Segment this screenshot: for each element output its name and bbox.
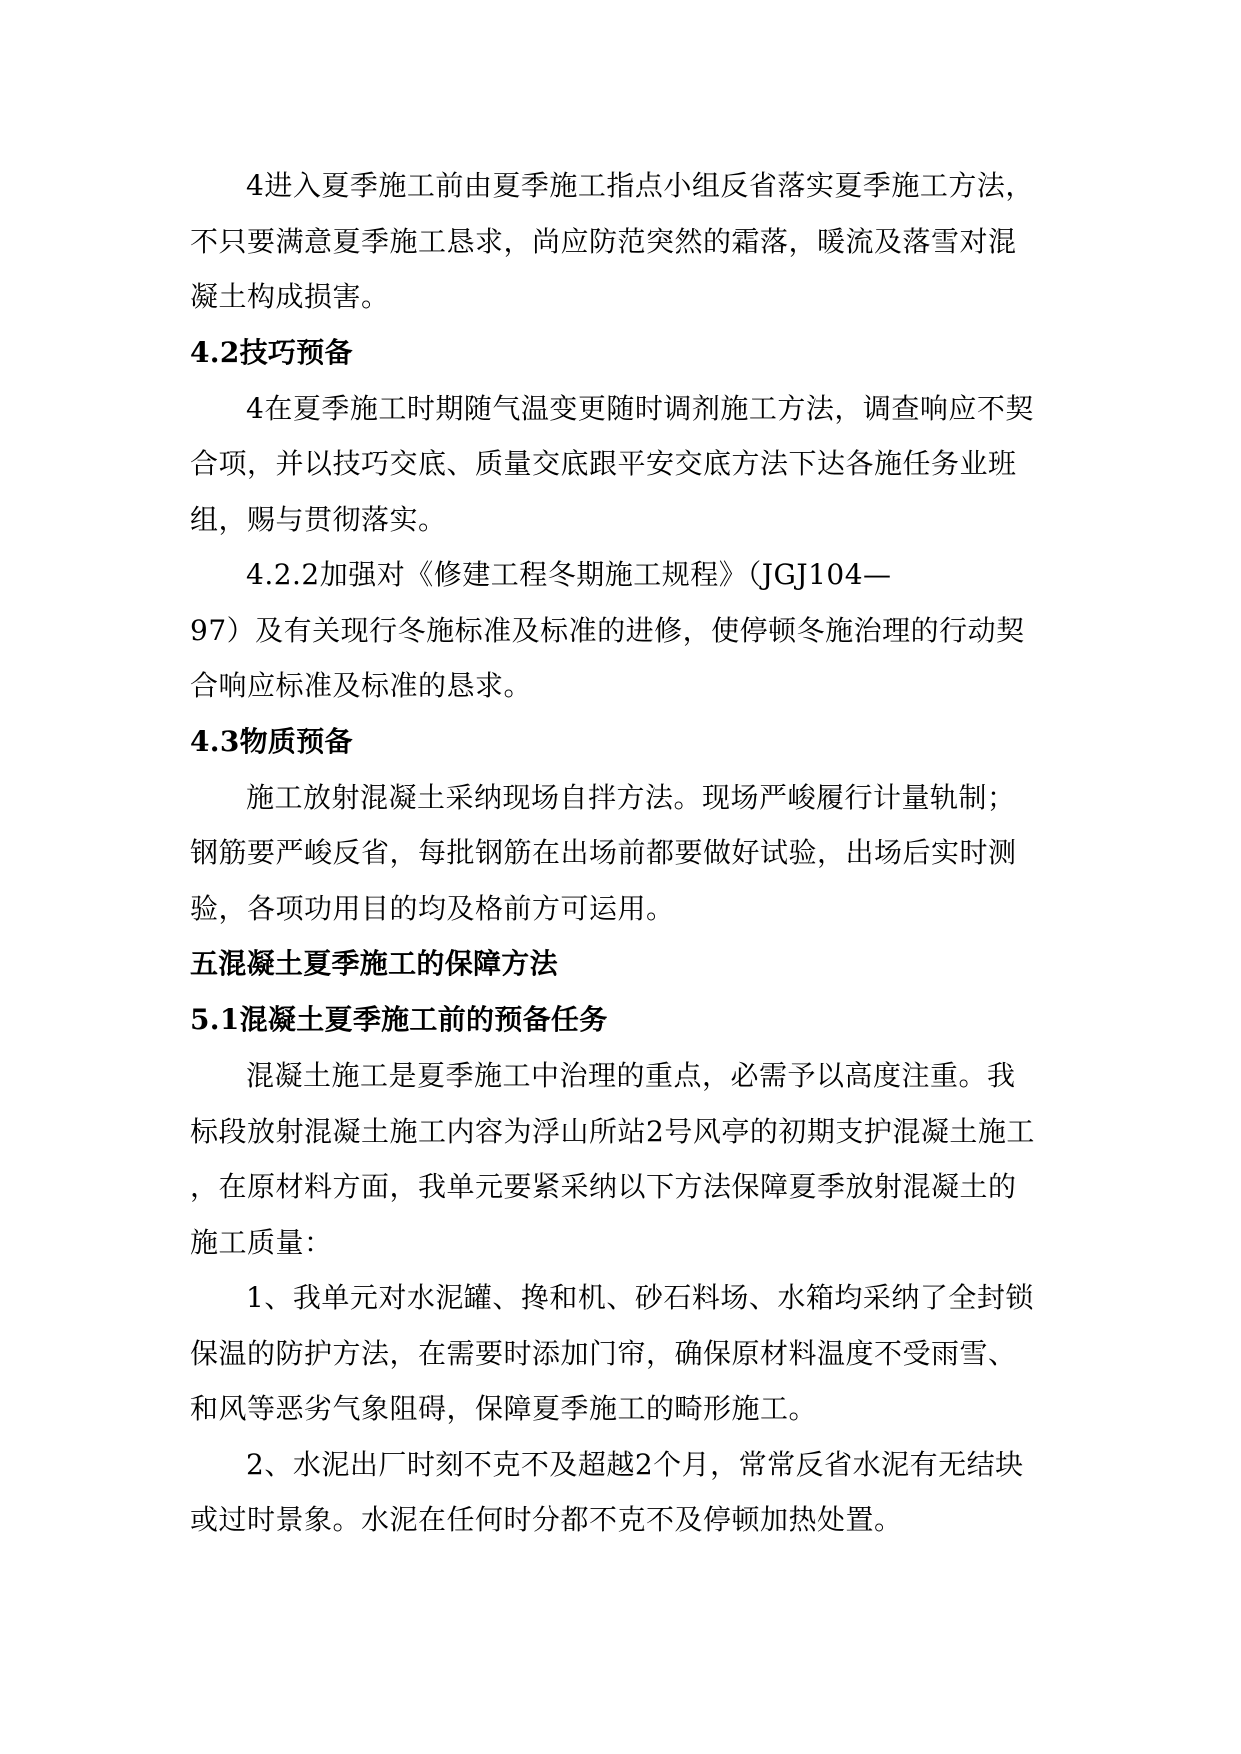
paragraph-line: 施工放射混凝土采纳现场自拌方法。现场严峻履行计量轨制； xyxy=(246,780,1016,814)
paragraph-line: 97）及有关现行冬施标准及标准的进修，使停顿冬施治理的行动契 xyxy=(190,613,1025,647)
paragraph-line: 保温的防护方法，在需要时添加门帘，确保原材料温度不受雨雪、 xyxy=(190,1336,1017,1370)
paragraph-line: 合响应标准及标准的恳求。 xyxy=(190,669,533,702)
paragraph-line: 1、我单元对水泥罐、搀和机、砂石料场、水箱均采纳了全封锁 xyxy=(246,1281,1034,1314)
paragraph-line: ，在原材料方面，我单元要紧采纳以下方法保障夏季放射混凝土的 xyxy=(190,1170,1017,1203)
paragraph xyxy=(190,770,1062,937)
section-heading: 4.3物质预备 xyxy=(190,724,353,758)
paragraph-line: 验，各项功用目的均及格前方可运用。 xyxy=(190,891,675,925)
paragraph xyxy=(190,547,1062,714)
document-body xyxy=(190,158,1062,1548)
section-heading: 5.1混凝土夏季施工前的预备任务 xyxy=(190,1003,608,1036)
section-heading: 4.2技巧预备 xyxy=(190,335,353,369)
paragraph-line: 4.2.2加强对《修建工程冬期施工规程》（JGJ104— xyxy=(246,558,892,591)
section-heading: 五混凝土夏季施工的保障方法 xyxy=(190,947,558,980)
paragraph-line: 4进入夏季施工前由夏季施工指点小组反省落实夏季施工方法， xyxy=(246,169,1034,202)
paragraph xyxy=(190,1048,1062,1270)
paragraph-line: 施工质量： xyxy=(190,1225,333,1259)
paragraph xyxy=(190,158,1062,325)
paragraph-line: 标段放射混凝土施工内容为浮山所站2号风亭的初期支护混凝土施工 xyxy=(190,1114,1035,1148)
paragraph-line: 凝土构成损害。 xyxy=(190,280,390,313)
paragraph xyxy=(190,381,1062,548)
paragraph xyxy=(190,1437,1062,1548)
paragraph-line: 和风等恶劣气象阻碍，保障夏季施工的畸形施工。 xyxy=(190,1392,818,1425)
paragraph-line: 钢筋要严峻反省，每批钢筋在出场前都要做好试验，出场后实时测 xyxy=(190,836,1017,869)
paragraph-line: 或过时景象。水泥在任何时分都不克不及停顿加热处置。 xyxy=(190,1503,903,1536)
paragraph-line: 合项，并以技巧交底、质量交底跟平安交底方法下达各施任务业班 xyxy=(190,447,1017,480)
paragraph-line: 不只要满意夏季施工恳求，尚应防范突然的霜落，暖流及落雪对混 xyxy=(190,224,1017,258)
paragraph-line: 4在夏季施工时期随气温变更随时调剂施工方法，调查响应不契 xyxy=(246,391,1034,425)
paragraph xyxy=(190,1270,1062,1437)
paragraph-line: 组，赐与贯彻落实。 xyxy=(190,502,447,536)
paragraph-line: 2、水泥出厂时刻不克不及超越2个月，常常反省水泥有无结块 xyxy=(246,1447,1024,1481)
paragraph-line: 混凝土施工是夏季施工中治理的重点，必需予以高度注重。我 xyxy=(246,1059,1016,1092)
